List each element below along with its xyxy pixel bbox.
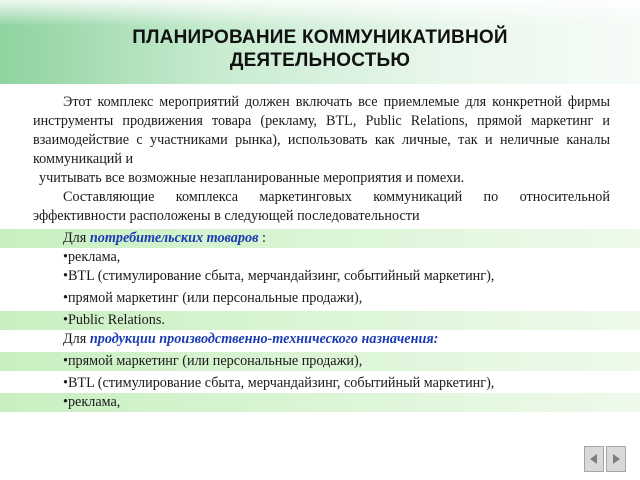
intro-main: Этот комплекс мероприятий должен включать все приемлемые для конкретной фирмы инструменты продвижения товара (рекламу, BTL, Public Relations, прямой маркетинг и взаимодействие с участниками рынка), использовать как личные, так и неличные каналы коммуникаций и (33, 94, 610, 167)
industrial-prefix: Для (63, 331, 90, 347)
consumer-last-band (0, 311, 640, 330)
title-line-2: ДЕЯТЕЛЬНОСТЬЮ (229, 50, 411, 71)
intro-paragraph (33, 93, 610, 188)
consumer-heading (63, 229, 610, 248)
previous-slide-button[interactable] (584, 446, 604, 472)
list-item: •Public Relations. (63, 312, 165, 328)
list-item: •реклама, (63, 394, 121, 410)
list-item: •прямой маркетинг (или персональные продажи), (63, 353, 363, 369)
list-item: •BTL (стимулирование сбыта, мерчандайзинг, событийный маркетинг), (63, 268, 495, 284)
arrow-left-icon (587, 452, 601, 466)
consumer-prefix: Для (63, 230, 90, 246)
page-title (0, 26, 640, 72)
intro-last-line: учитывать все возможные незапланированные мероприятия и помехи. (39, 170, 465, 186)
title-line-1: ПЛАНИРОВАНИЕ КОММУНИКАТИВНОЙ (132, 27, 508, 48)
list-item: •реклама, (63, 249, 121, 265)
industrial-highlight: продукции производственно-технического назначения: (89, 331, 439, 347)
consumer-highlight: потребительских товаров (89, 230, 259, 246)
industrial-last-band (0, 393, 640, 412)
list-item: •BTL (стимулирование сбыта, мерчандайзинг, событийный маркетинг), (63, 375, 495, 391)
next-slide-button[interactable] (606, 446, 626, 472)
consumer-heading-band (0, 229, 640, 248)
slide-content (33, 93, 610, 412)
industrial-heading (33, 330, 610, 349)
sequence-paragraph: Составляющие комплекса маркетинговых коммуникаций по относительной эффективности расположены в следующей последовательности (33, 189, 610, 224)
industrial-first-band (0, 352, 640, 371)
slide-navigation (584, 446, 626, 472)
arrow-right-icon (609, 452, 623, 466)
consumer-suffix: : (258, 230, 266, 246)
list-item: •прямой маркетинг (или персональные продажи), (63, 290, 363, 306)
